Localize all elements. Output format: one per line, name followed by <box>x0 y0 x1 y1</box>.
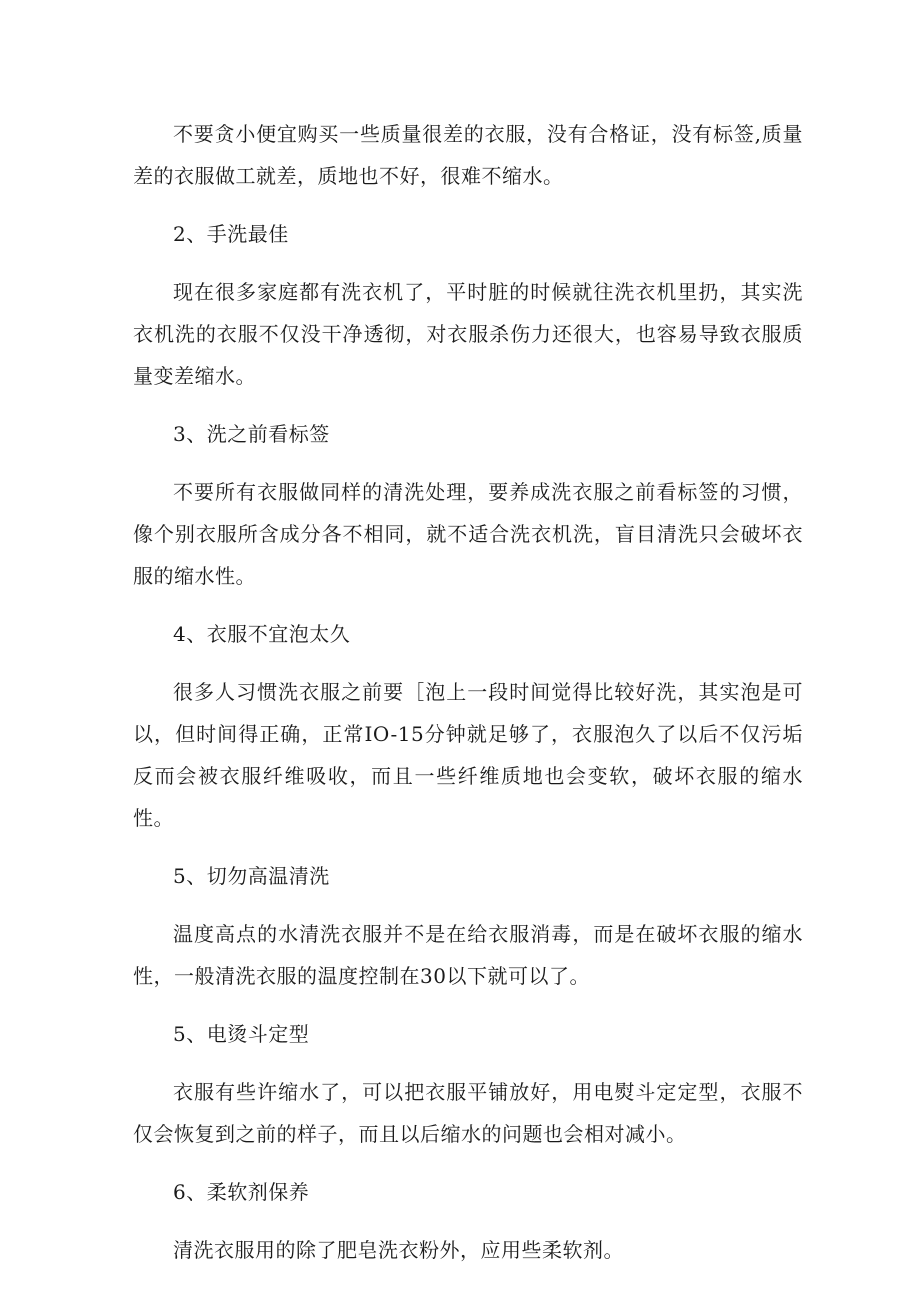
document-body <box>133 113 803 1287</box>
paragraph-soak-time: 很多人习惯洗衣服之前要［泡上一段时间觉得比较好洗，其实泡是可以，但时间得正确，正常IO-15分钟就足够了，衣服泡久了以后不仅污垢反而会被衣服纤维吸收，而且一些纤维质地也会变软，破坏衣服的缩水性。 <box>133 680 803 830</box>
paragraph-water-temperature: 温度高点的水清洗衣服并不是在给衣服消毒，而是在破坏衣服的缩水性，一般清洗衣服的温度控制在30以下就可以了。 <box>133 922 803 988</box>
paragraph-buy-quality: 不要贪小便宜购买一些质量很差的衣服，没有合格证，没有标签,质量差的衣服做工就差，质地也不好，很难不缩水。 <box>133 122 803 188</box>
heading-hand-wash: 2、手洗最佳 <box>173 222 289 246</box>
heading-no-high-temp: 5、切勿高温清洗 <box>173 864 330 888</box>
heading-softener: 6、柔软剂保养 <box>173 1180 310 1204</box>
paragraph-check-label: 不要所有衣服做同样的清洗处理，要养成洗衣服之前看标签的习惯，像个别衣服所含成分各不相同，就不适合洗衣机洗，盲目清洗只会破坏衣服的缩水性。 <box>133 480 803 588</box>
paragraph-softener: 清洗衣服用的除了肥皂洗衣粉外，应用些柔软剂。 <box>173 1238 624 1262</box>
heading-check-label: 3、洗之前看标签 <box>173 422 330 446</box>
paragraph-ironing: 衣服有些许缩水了，可以把衣服平铺放好，用电熨斗定定型，衣服不仅会恢复到之前的样子，而且以后缩水的问题也会相对减小。 <box>133 1080 803 1146</box>
heading-no-long-soak: 4、衣服不宜泡太久 <box>173 622 351 646</box>
paragraph-washing-machine: 现在很多家庭都有洗衣机了，平时脏的时候就往洗衣机里扔，其实洗衣机洗的衣服不仅没干净透彻，对衣服杀伤力还很大，也容易导致衣服质量变差缩水。 <box>133 280 803 388</box>
heading-iron-shape: 5、电烫斗定型 <box>173 1022 310 1046</box>
